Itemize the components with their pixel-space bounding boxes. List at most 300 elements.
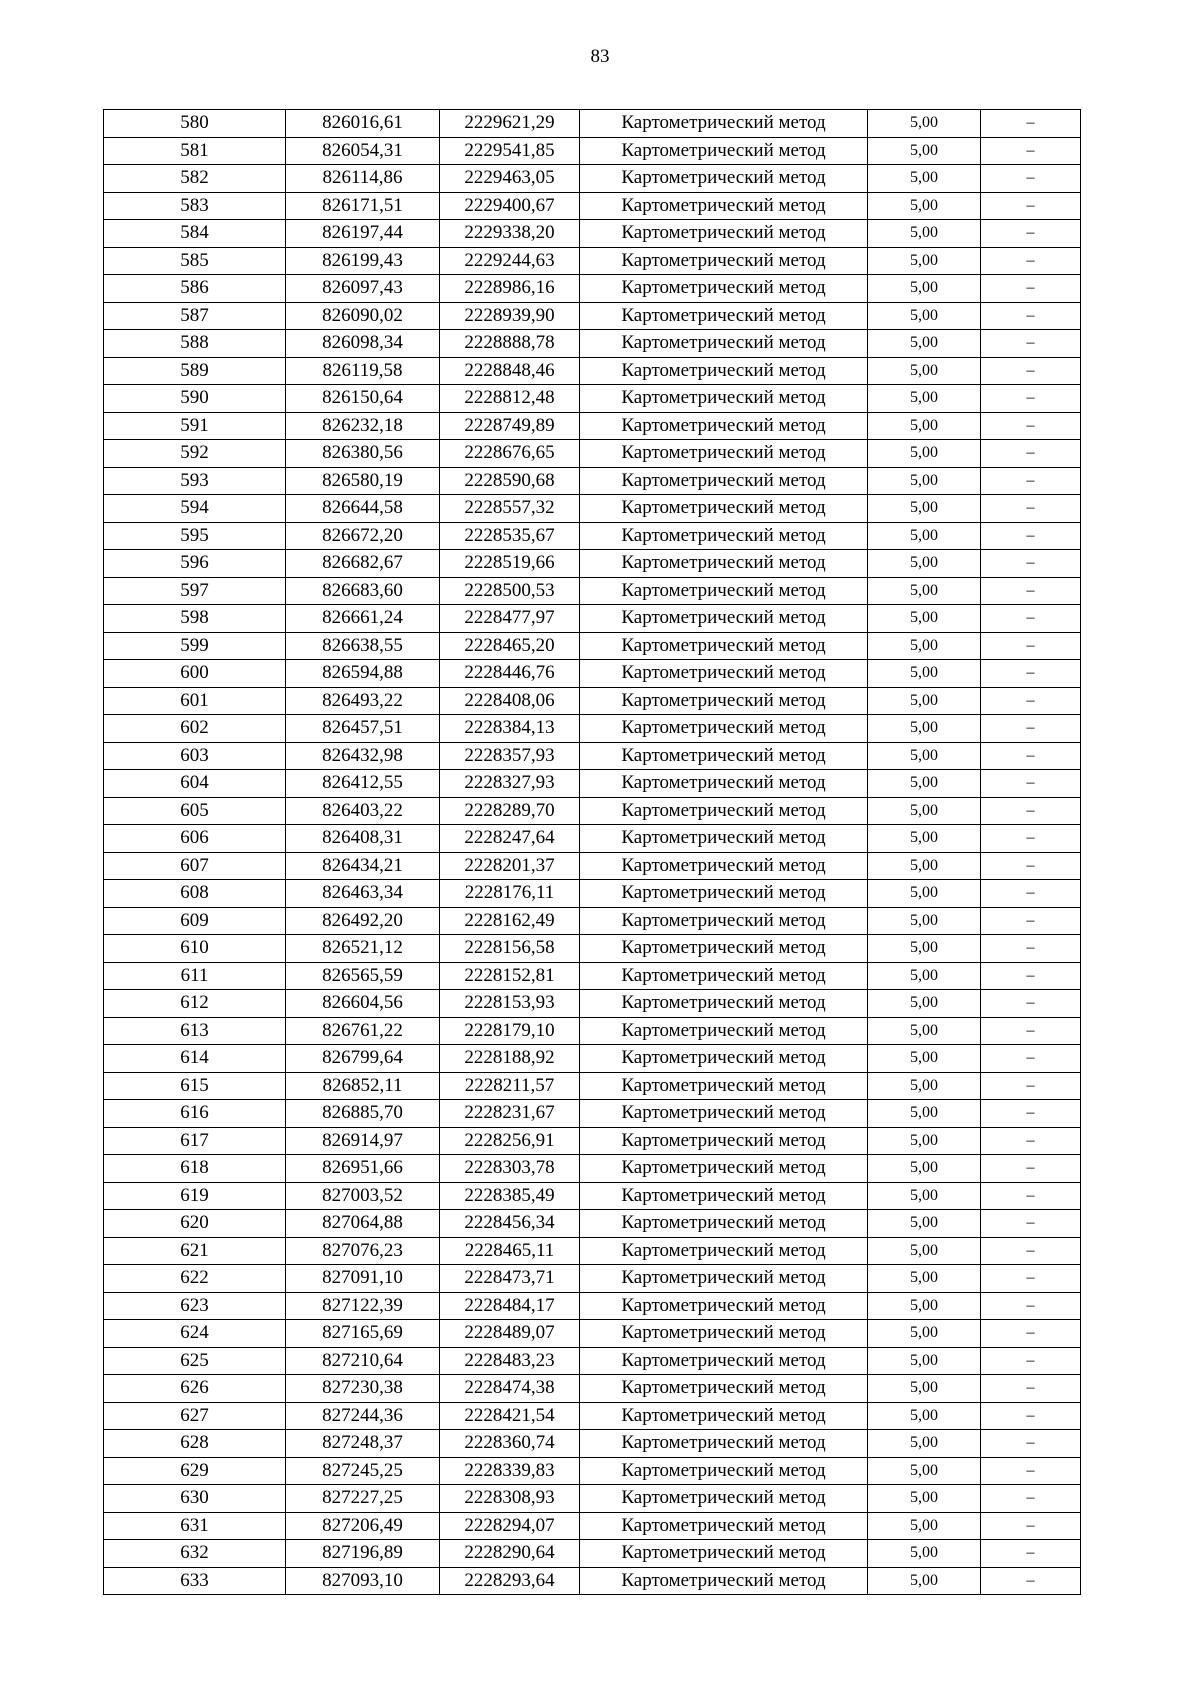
note-cell: – bbox=[981, 1127, 1081, 1155]
y-coordinate-cell: 2228473,71 bbox=[440, 1265, 580, 1293]
y-coordinate-cell: 2228474,38 bbox=[440, 1375, 580, 1403]
accuracy-cell: 5,00 bbox=[868, 1045, 981, 1073]
y-coordinate-cell: 2228152,81 bbox=[440, 962, 580, 990]
table-row bbox=[104, 1155, 1081, 1183]
coordinates-table bbox=[103, 109, 1081, 1595]
accuracy-cell: 5,00 bbox=[868, 797, 981, 825]
note-cell: – bbox=[981, 660, 1081, 688]
method-cell: Картометрический метод bbox=[580, 1512, 868, 1540]
point-number-cell: 623 bbox=[104, 1292, 286, 1320]
y-coordinate-cell: 2229621,29 bbox=[440, 110, 580, 138]
note-cell: – bbox=[981, 302, 1081, 330]
note-cell: – bbox=[981, 1210, 1081, 1238]
accuracy-cell: 5,00 bbox=[868, 495, 981, 523]
y-coordinate-cell: 2228294,07 bbox=[440, 1512, 580, 1540]
method-cell: Картометрический метод bbox=[580, 742, 868, 770]
method-cell: Картометрический метод bbox=[580, 715, 868, 743]
point-number-cell: 599 bbox=[104, 632, 286, 660]
table-row bbox=[104, 660, 1081, 688]
point-number-cell: 617 bbox=[104, 1127, 286, 1155]
method-cell: Картометрический метод bbox=[580, 605, 868, 633]
table-row bbox=[104, 852, 1081, 880]
x-coordinate-cell: 826408,31 bbox=[286, 825, 440, 853]
x-coordinate-cell: 826197,44 bbox=[286, 220, 440, 248]
method-cell: Картометрический метод bbox=[580, 247, 868, 275]
table-row bbox=[104, 110, 1081, 138]
accuracy-cell: 5,00 bbox=[868, 605, 981, 633]
x-coordinate-cell: 826951,66 bbox=[286, 1155, 440, 1183]
x-coordinate-cell: 826199,43 bbox=[286, 247, 440, 275]
note-cell: – bbox=[981, 962, 1081, 990]
accuracy-cell: 5,00 bbox=[868, 880, 981, 908]
table-row bbox=[104, 632, 1081, 660]
note-cell: – bbox=[981, 165, 1081, 193]
x-coordinate-cell: 826380,56 bbox=[286, 440, 440, 468]
table-row bbox=[104, 357, 1081, 385]
y-coordinate-cell: 2229541,85 bbox=[440, 137, 580, 165]
note-cell: – bbox=[981, 577, 1081, 605]
method-cell: Картометрический метод bbox=[580, 1375, 868, 1403]
note-cell: – bbox=[981, 110, 1081, 138]
y-coordinate-cell: 2228848,46 bbox=[440, 357, 580, 385]
table-row bbox=[104, 1045, 1081, 1073]
x-coordinate-cell: 827091,10 bbox=[286, 1265, 440, 1293]
accuracy-cell: 5,00 bbox=[868, 1320, 981, 1348]
y-coordinate-cell: 2228421,54 bbox=[440, 1402, 580, 1430]
note-cell: – bbox=[981, 742, 1081, 770]
y-coordinate-cell: 2228465,11 bbox=[440, 1237, 580, 1265]
point-number-cell: 608 bbox=[104, 880, 286, 908]
method-cell: Картометрический метод bbox=[580, 852, 868, 880]
note-cell: – bbox=[981, 797, 1081, 825]
point-number-cell: 606 bbox=[104, 825, 286, 853]
method-cell: Картометрический метод bbox=[580, 110, 868, 138]
table-row bbox=[104, 1430, 1081, 1458]
accuracy-cell: 5,00 bbox=[868, 1540, 981, 1568]
point-number-cell: 607 bbox=[104, 852, 286, 880]
y-coordinate-cell: 2228176,11 bbox=[440, 880, 580, 908]
note-cell: – bbox=[981, 1320, 1081, 1348]
method-cell: Картометрический метод bbox=[580, 1567, 868, 1595]
x-coordinate-cell: 826150,64 bbox=[286, 385, 440, 413]
point-number-cell: 626 bbox=[104, 1375, 286, 1403]
table-row bbox=[104, 330, 1081, 358]
point-number-cell: 611 bbox=[104, 962, 286, 990]
method-cell: Картометрический метод bbox=[580, 412, 868, 440]
point-number-cell: 581 bbox=[104, 137, 286, 165]
note-cell: – bbox=[981, 220, 1081, 248]
x-coordinate-cell: 827122,39 bbox=[286, 1292, 440, 1320]
x-coordinate-cell: 826799,64 bbox=[286, 1045, 440, 1073]
x-coordinate-cell: 826493,22 bbox=[286, 687, 440, 715]
accuracy-cell: 5,00 bbox=[868, 137, 981, 165]
y-coordinate-cell: 2228519,66 bbox=[440, 550, 580, 578]
note-cell: – bbox=[981, 1430, 1081, 1458]
point-number-cell: 580 bbox=[104, 110, 286, 138]
accuracy-cell: 5,00 bbox=[868, 770, 981, 798]
y-coordinate-cell: 2228456,34 bbox=[440, 1210, 580, 1238]
note-cell: – bbox=[981, 907, 1081, 935]
accuracy-cell: 5,00 bbox=[868, 852, 981, 880]
coordinates-table-body bbox=[104, 110, 1081, 1595]
x-coordinate-cell: 826114,86 bbox=[286, 165, 440, 193]
note-cell: – bbox=[981, 1540, 1081, 1568]
y-coordinate-cell: 2228408,06 bbox=[440, 687, 580, 715]
x-coordinate-cell: 826580,19 bbox=[286, 467, 440, 495]
accuracy-cell: 5,00 bbox=[868, 687, 981, 715]
accuracy-cell: 5,00 bbox=[868, 632, 981, 660]
method-cell: Картометрический метод bbox=[580, 357, 868, 385]
note-cell: – bbox=[981, 1072, 1081, 1100]
y-coordinate-cell: 2228360,74 bbox=[440, 1430, 580, 1458]
point-number-cell: 615 bbox=[104, 1072, 286, 1100]
y-coordinate-cell: 2228289,70 bbox=[440, 797, 580, 825]
method-cell: Картометрический метод bbox=[580, 880, 868, 908]
table-row bbox=[104, 1210, 1081, 1238]
point-number-cell: 619 bbox=[104, 1182, 286, 1210]
note-cell: – bbox=[981, 1265, 1081, 1293]
accuracy-cell: 5,00 bbox=[868, 577, 981, 605]
method-cell: Картометрический метод bbox=[580, 550, 868, 578]
x-coordinate-cell: 826672,20 bbox=[286, 522, 440, 550]
x-coordinate-cell: 826683,60 bbox=[286, 577, 440, 605]
x-coordinate-cell: 826638,55 bbox=[286, 632, 440, 660]
method-cell: Картометрический метод bbox=[580, 440, 868, 468]
accuracy-cell: 5,00 bbox=[868, 1100, 981, 1128]
table-row bbox=[104, 935, 1081, 963]
accuracy-cell: 5,00 bbox=[868, 825, 981, 853]
note-cell: – bbox=[981, 440, 1081, 468]
note-cell: – bbox=[981, 137, 1081, 165]
method-cell: Картометрический метод bbox=[580, 522, 868, 550]
table-row bbox=[104, 220, 1081, 248]
point-number-cell: 633 bbox=[104, 1567, 286, 1595]
y-coordinate-cell: 2228489,07 bbox=[440, 1320, 580, 1348]
note-cell: – bbox=[981, 770, 1081, 798]
x-coordinate-cell: 827245,25 bbox=[286, 1457, 440, 1485]
x-coordinate-cell: 827196,89 bbox=[286, 1540, 440, 1568]
x-coordinate-cell: 827206,49 bbox=[286, 1512, 440, 1540]
point-number-cell: 605 bbox=[104, 797, 286, 825]
point-number-cell: 601 bbox=[104, 687, 286, 715]
y-coordinate-cell: 2228153,93 bbox=[440, 990, 580, 1018]
table-row bbox=[104, 467, 1081, 495]
method-cell: Картометрический метод bbox=[580, 1347, 868, 1375]
y-coordinate-cell: 2228211,57 bbox=[440, 1072, 580, 1100]
x-coordinate-cell: 827076,23 bbox=[286, 1237, 440, 1265]
accuracy-cell: 5,00 bbox=[868, 1375, 981, 1403]
point-number-cell: 625 bbox=[104, 1347, 286, 1375]
point-number-cell: 587 bbox=[104, 302, 286, 330]
method-cell: Картометрический метод bbox=[580, 687, 868, 715]
table-row bbox=[104, 990, 1081, 1018]
accuracy-cell: 5,00 bbox=[868, 660, 981, 688]
method-cell: Картометрический метод bbox=[580, 770, 868, 798]
y-coordinate-cell: 2228179,10 bbox=[440, 1017, 580, 1045]
x-coordinate-cell: 826644,58 bbox=[286, 495, 440, 523]
method-cell: Картометрический метод bbox=[580, 907, 868, 935]
x-coordinate-cell: 827227,25 bbox=[286, 1485, 440, 1513]
table-row bbox=[104, 550, 1081, 578]
point-number-cell: 609 bbox=[104, 907, 286, 935]
table-row bbox=[104, 1567, 1081, 1595]
method-cell: Картометрический метод bbox=[580, 275, 868, 303]
method-cell: Картометрический метод bbox=[580, 302, 868, 330]
accuracy-cell: 5,00 bbox=[868, 522, 981, 550]
y-coordinate-cell: 2228357,93 bbox=[440, 742, 580, 770]
table-row bbox=[104, 715, 1081, 743]
note-cell: – bbox=[981, 1485, 1081, 1513]
table-row bbox=[104, 1100, 1081, 1128]
method-cell: Картометрический метод bbox=[580, 165, 868, 193]
y-coordinate-cell: 2228590,68 bbox=[440, 467, 580, 495]
note-cell: – bbox=[981, 247, 1081, 275]
y-coordinate-cell: 2228293,64 bbox=[440, 1567, 580, 1595]
accuracy-cell: 5,00 bbox=[868, 1430, 981, 1458]
method-cell: Картометрический метод bbox=[580, 1045, 868, 1073]
y-coordinate-cell: 2228557,32 bbox=[440, 495, 580, 523]
point-number-cell: 594 bbox=[104, 495, 286, 523]
point-number-cell: 613 bbox=[104, 1017, 286, 1045]
accuracy-cell: 5,00 bbox=[868, 330, 981, 358]
table-row bbox=[104, 495, 1081, 523]
note-cell: – bbox=[981, 1375, 1081, 1403]
method-cell: Картометрический метод bbox=[580, 1485, 868, 1513]
x-coordinate-cell: 826098,34 bbox=[286, 330, 440, 358]
x-coordinate-cell: 826565,59 bbox=[286, 962, 440, 990]
x-coordinate-cell: 826852,11 bbox=[286, 1072, 440, 1100]
accuracy-cell: 5,00 bbox=[868, 715, 981, 743]
method-cell: Картометрический метод bbox=[580, 1265, 868, 1293]
accuracy-cell: 5,00 bbox=[868, 1402, 981, 1430]
x-coordinate-cell: 826016,61 bbox=[286, 110, 440, 138]
point-number-cell: 582 bbox=[104, 165, 286, 193]
table-row bbox=[104, 522, 1081, 550]
point-number-cell: 595 bbox=[104, 522, 286, 550]
y-coordinate-cell: 2228290,64 bbox=[440, 1540, 580, 1568]
table-row bbox=[104, 605, 1081, 633]
y-coordinate-cell: 2228812,48 bbox=[440, 385, 580, 413]
method-cell: Картометрический метод bbox=[580, 1072, 868, 1100]
point-number-cell: 598 bbox=[104, 605, 286, 633]
method-cell: Картометрический метод bbox=[580, 1457, 868, 1485]
point-number-cell: 584 bbox=[104, 220, 286, 248]
table-row bbox=[104, 247, 1081, 275]
table-row bbox=[104, 1485, 1081, 1513]
point-number-cell: 616 bbox=[104, 1100, 286, 1128]
table-row bbox=[104, 302, 1081, 330]
point-number-cell: 583 bbox=[104, 192, 286, 220]
table-row bbox=[104, 1320, 1081, 1348]
accuracy-cell: 5,00 bbox=[868, 357, 981, 385]
note-cell: – bbox=[981, 192, 1081, 220]
note-cell: – bbox=[981, 330, 1081, 358]
table-row bbox=[104, 1265, 1081, 1293]
x-coordinate-cell: 826682,67 bbox=[286, 550, 440, 578]
note-cell: – bbox=[981, 990, 1081, 1018]
y-coordinate-cell: 2228446,76 bbox=[440, 660, 580, 688]
method-cell: Картометрический метод bbox=[580, 495, 868, 523]
accuracy-cell: 5,00 bbox=[868, 1182, 981, 1210]
note-cell: – bbox=[981, 1402, 1081, 1430]
table-row bbox=[104, 687, 1081, 715]
accuracy-cell: 5,00 bbox=[868, 412, 981, 440]
accuracy-cell: 5,00 bbox=[868, 440, 981, 468]
note-cell: – bbox=[981, 1347, 1081, 1375]
table-row bbox=[104, 1127, 1081, 1155]
y-coordinate-cell: 2228465,20 bbox=[440, 632, 580, 660]
table-row bbox=[104, 797, 1081, 825]
accuracy-cell: 5,00 bbox=[868, 275, 981, 303]
point-number-cell: 600 bbox=[104, 660, 286, 688]
table-row bbox=[104, 880, 1081, 908]
y-coordinate-cell: 2228484,17 bbox=[440, 1292, 580, 1320]
method-cell: Картометрический метод bbox=[580, 1237, 868, 1265]
x-coordinate-cell: 826914,97 bbox=[286, 1127, 440, 1155]
method-cell: Картометрический метод bbox=[580, 1127, 868, 1155]
table-row bbox=[104, 1457, 1081, 1485]
y-coordinate-cell: 2228339,83 bbox=[440, 1457, 580, 1485]
method-cell: Картометрический метод bbox=[580, 1430, 868, 1458]
y-coordinate-cell: 2228303,78 bbox=[440, 1155, 580, 1183]
y-coordinate-cell: 2228384,13 bbox=[440, 715, 580, 743]
y-coordinate-cell: 2228535,67 bbox=[440, 522, 580, 550]
y-coordinate-cell: 2228483,23 bbox=[440, 1347, 580, 1375]
method-cell: Картометрический метод bbox=[580, 1182, 868, 1210]
accuracy-cell: 5,00 bbox=[868, 550, 981, 578]
x-coordinate-cell: 826594,88 bbox=[286, 660, 440, 688]
accuracy-cell: 5,00 bbox=[868, 1457, 981, 1485]
note-cell: – bbox=[981, 1512, 1081, 1540]
y-coordinate-cell: 2228308,93 bbox=[440, 1485, 580, 1513]
note-cell: – bbox=[981, 605, 1081, 633]
method-cell: Картометрический метод bbox=[580, 935, 868, 963]
point-number-cell: 621 bbox=[104, 1237, 286, 1265]
point-number-cell: 610 bbox=[104, 935, 286, 963]
table-row bbox=[104, 1402, 1081, 1430]
accuracy-cell: 5,00 bbox=[868, 1512, 981, 1540]
x-coordinate-cell: 826097,43 bbox=[286, 275, 440, 303]
y-coordinate-cell: 2228156,58 bbox=[440, 935, 580, 963]
table-row bbox=[104, 192, 1081, 220]
point-number-cell: 602 bbox=[104, 715, 286, 743]
accuracy-cell: 5,00 bbox=[868, 742, 981, 770]
method-cell: Картометрический метод bbox=[580, 1100, 868, 1128]
table-row bbox=[104, 165, 1081, 193]
point-number-cell: 592 bbox=[104, 440, 286, 468]
note-cell: – bbox=[981, 935, 1081, 963]
point-number-cell: 586 bbox=[104, 275, 286, 303]
point-number-cell: 628 bbox=[104, 1430, 286, 1458]
page-number: 83 bbox=[590, 46, 610, 67]
table-row bbox=[104, 1237, 1081, 1265]
y-coordinate-cell: 2228201,37 bbox=[440, 852, 580, 880]
point-number-cell: 588 bbox=[104, 330, 286, 358]
table-row bbox=[104, 1512, 1081, 1540]
accuracy-cell: 5,00 bbox=[868, 110, 981, 138]
point-number-cell: 603 bbox=[104, 742, 286, 770]
y-coordinate-cell: 2228749,89 bbox=[440, 412, 580, 440]
y-coordinate-cell: 2228986,16 bbox=[440, 275, 580, 303]
y-coordinate-cell: 2228939,90 bbox=[440, 302, 580, 330]
note-cell: – bbox=[981, 550, 1081, 578]
table-row bbox=[104, 1017, 1081, 1045]
x-coordinate-cell: 827165,69 bbox=[286, 1320, 440, 1348]
note-cell: – bbox=[981, 1182, 1081, 1210]
method-cell: Картометрический метод bbox=[580, 962, 868, 990]
accuracy-cell: 5,00 bbox=[868, 302, 981, 330]
method-cell: Картометрический метод bbox=[580, 385, 868, 413]
note-cell: – bbox=[981, 467, 1081, 495]
note-cell: – bbox=[981, 1567, 1081, 1595]
table-row bbox=[104, 137, 1081, 165]
x-coordinate-cell: 827210,64 bbox=[286, 1347, 440, 1375]
method-cell: Картометрический метод bbox=[580, 1320, 868, 1348]
point-number-cell: 585 bbox=[104, 247, 286, 275]
point-number-cell: 629 bbox=[104, 1457, 286, 1485]
table-row bbox=[104, 385, 1081, 413]
note-cell: – bbox=[981, 1100, 1081, 1128]
x-coordinate-cell: 826761,22 bbox=[286, 1017, 440, 1045]
note-cell: – bbox=[981, 1457, 1081, 1485]
x-coordinate-cell: 826054,31 bbox=[286, 137, 440, 165]
table-row bbox=[104, 1292, 1081, 1320]
table-row bbox=[104, 1347, 1081, 1375]
point-number-cell: 596 bbox=[104, 550, 286, 578]
x-coordinate-cell: 826232,18 bbox=[286, 412, 440, 440]
method-cell: Картометрический метод bbox=[580, 660, 868, 688]
y-coordinate-cell: 2228188,92 bbox=[440, 1045, 580, 1073]
note-cell: – bbox=[981, 1017, 1081, 1045]
table-row bbox=[104, 440, 1081, 468]
accuracy-cell: 5,00 bbox=[868, 1210, 981, 1238]
accuracy-cell: 5,00 bbox=[868, 1127, 981, 1155]
accuracy-cell: 5,00 bbox=[868, 165, 981, 193]
accuracy-cell: 5,00 bbox=[868, 1485, 981, 1513]
x-coordinate-cell: 826171,51 bbox=[286, 192, 440, 220]
accuracy-cell: 5,00 bbox=[868, 990, 981, 1018]
x-coordinate-cell: 826403,22 bbox=[286, 797, 440, 825]
table-row bbox=[104, 907, 1081, 935]
table-row bbox=[104, 825, 1081, 853]
method-cell: Картометрический метод bbox=[580, 990, 868, 1018]
x-coordinate-cell: 827248,37 bbox=[286, 1430, 440, 1458]
x-coordinate-cell: 826457,51 bbox=[286, 715, 440, 743]
x-coordinate-cell: 826604,56 bbox=[286, 990, 440, 1018]
point-number-cell: 618 bbox=[104, 1155, 286, 1183]
note-cell: – bbox=[981, 1155, 1081, 1183]
method-cell: Картометрический метод bbox=[580, 330, 868, 358]
method-cell: Картометрический метод bbox=[580, 220, 868, 248]
y-coordinate-cell: 2228500,53 bbox=[440, 577, 580, 605]
table-row bbox=[104, 1375, 1081, 1403]
method-cell: Картометрический метод bbox=[580, 1292, 868, 1320]
y-coordinate-cell: 2228256,91 bbox=[440, 1127, 580, 1155]
table-row bbox=[104, 962, 1081, 990]
point-number-cell: 597 bbox=[104, 577, 286, 605]
y-coordinate-cell: 2228888,78 bbox=[440, 330, 580, 358]
accuracy-cell: 5,00 bbox=[868, 1155, 981, 1183]
accuracy-cell: 5,00 bbox=[868, 1237, 981, 1265]
x-coordinate-cell: 827093,10 bbox=[286, 1567, 440, 1595]
point-number-cell: 590 bbox=[104, 385, 286, 413]
accuracy-cell: 5,00 bbox=[868, 192, 981, 220]
x-coordinate-cell: 827244,36 bbox=[286, 1402, 440, 1430]
x-coordinate-cell: 826492,20 bbox=[286, 907, 440, 935]
x-coordinate-cell: 826434,21 bbox=[286, 852, 440, 880]
method-cell: Картометрический метод bbox=[580, 1402, 868, 1430]
point-number-cell: 630 bbox=[104, 1485, 286, 1513]
